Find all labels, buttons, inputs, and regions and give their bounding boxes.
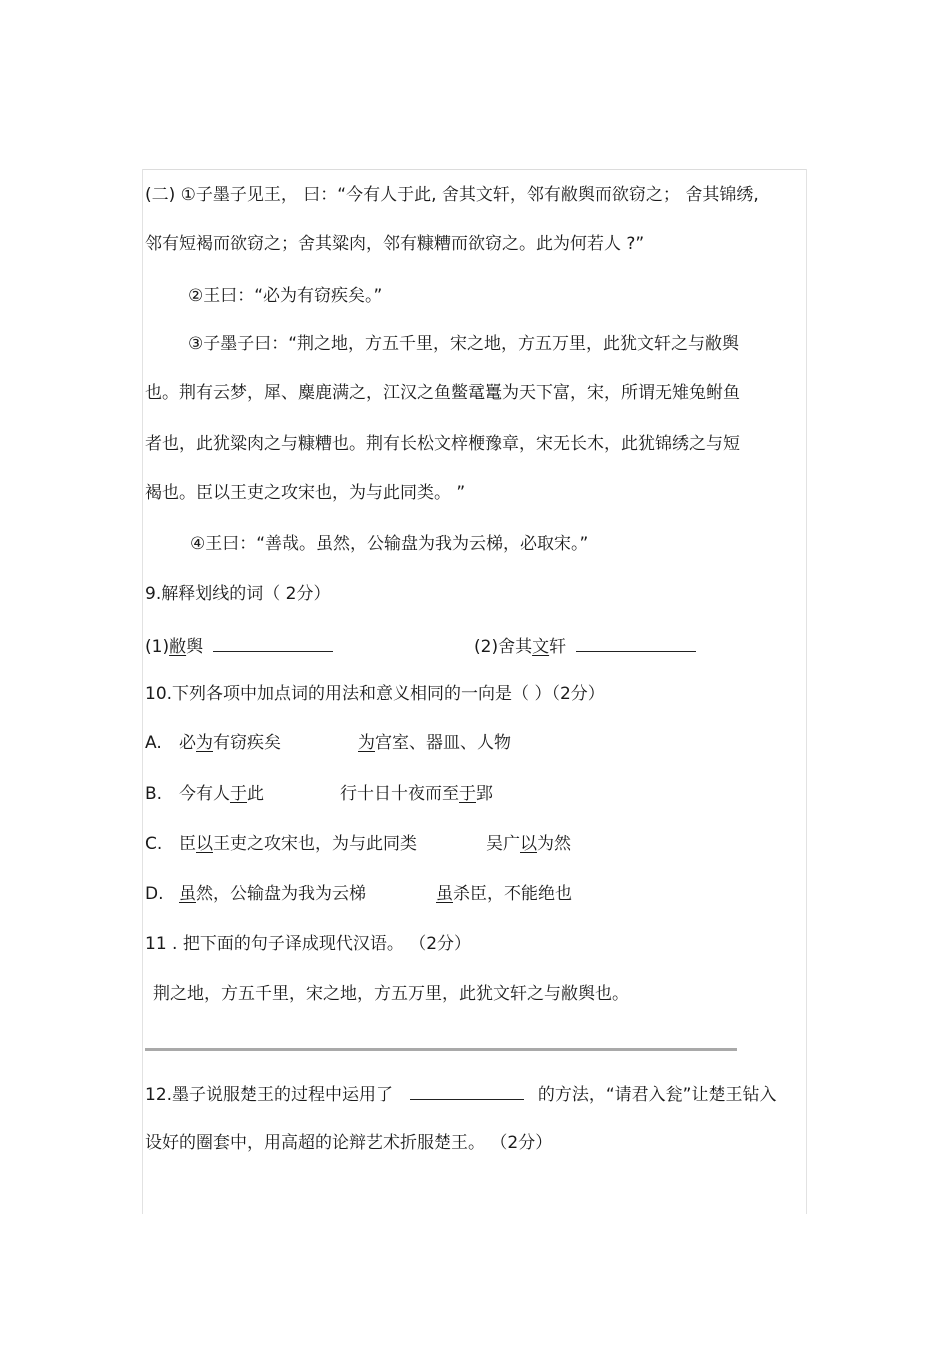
q12-line1-pre: 12.墨子说服楚王的过程中运用了	[145, 1085, 394, 1105]
q10-c-left-dotted-word: 以	[196, 834, 213, 854]
q9-item1-answer-blank[interactable]	[213, 633, 333, 652]
q12-line1-post: 的方法，“请君入瓮”让楚王钻入	[537, 1085, 777, 1105]
q10-c-right-dotted-word: 以	[520, 834, 537, 854]
q10-b-left-pre: 今有人	[179, 784, 230, 804]
q10-option-c-right	[486, 832, 571, 856]
q10-a-left-dotted-word: 为	[196, 733, 213, 753]
q10-c-left-post: 王吏之攻宋也，为与此同类	[213, 834, 417, 854]
q10-d-left-dotted-word: 虽	[179, 884, 196, 904]
q10-c-right-post: 为然	[537, 834, 571, 854]
q10-c-left-pre: 臣	[179, 834, 196, 854]
q10-b-right-dotted-word: 于	[459, 784, 476, 804]
q10-a-right-post: 宫室、器皿、人物	[375, 733, 511, 753]
q9-item2-answer-blank[interactable]	[576, 633, 696, 652]
q10-d-right-dotted-word: 虽	[436, 884, 453, 904]
q9-item2	[474, 633, 696, 659]
q12-answer-blank[interactable]	[410, 1081, 524, 1100]
q10-option-d-left	[179, 882, 366, 906]
q10-option-d-letter: D.	[145, 884, 164, 904]
q10-option-a-right	[358, 731, 511, 755]
q10-option-b-letter: B.	[145, 784, 163, 804]
q11-title: 11 . 把下面的句子译成现代汉语。 （2分）	[145, 934, 472, 954]
q10-option-c-letter: C.	[145, 834, 163, 854]
q10-d-left-post: 然，公输盘为我为云梯	[196, 884, 366, 904]
q9-item1	[145, 633, 333, 659]
q10-b-left-post: 此	[247, 784, 264, 804]
passage-p3-line1: ③子墨子曰：“荆之地，方五千里，宋之地，方五万里，此犹文轩之与敝舆	[188, 334, 740, 354]
passage-p2: ②王曰：“必为有窃疾矣。”	[188, 286, 383, 306]
frame-top-border	[142, 169, 807, 170]
q10-b-right-pre: 行十日十夜而至	[340, 784, 459, 804]
q11-sentence: 荆之地，方五千里，宋之地，方五万里，此犹文轩之与敝舆也。	[153, 984, 629, 1004]
q10-a-left-pre: 必	[179, 733, 196, 753]
passage-p4: ④王曰：“善哉。虽然，公输盘为我为云梯，必取宋。”	[190, 534, 589, 554]
q9-item1-rest: 舆	[186, 637, 204, 657]
q12-line2: 设好的圈套中，用高超的论辩艺术折服楚王。 （2分）	[145, 1133, 553, 1153]
q12-line1	[145, 1081, 776, 1107]
passage-p1-line1: (二) ①子墨子见王， 曰：“今有人于此, 舍其文轩，邻有敝舆而欲窃之； 舍其锦绣,	[145, 185, 759, 205]
passage-p3-line4: 褐也。臣以王吏之攻宋也，为与此同类。 ”	[145, 483, 466, 503]
q9-item2-underlined-word: 文	[532, 637, 550, 657]
q10-a-right-dotted-word: 为	[358, 733, 375, 753]
q10-d-right-post: 杀臣，不能绝也	[453, 884, 572, 904]
q11-answer-line[interactable]	[145, 1048, 737, 1051]
q9-item2-prefix: (2)舍其	[474, 637, 533, 657]
passage-p3-line3: 者也，此犹粱肉之与糠糟也。荆有长松文梓楩豫章，宋无长木，此犹锦绣之与短	[145, 434, 740, 454]
q10-option-c-left	[179, 832, 417, 856]
q9-item2-rest: 轩	[549, 637, 567, 657]
q10-b-right-post: 郢	[476, 784, 493, 804]
passage-p1-line2: 邻有短褐而欲窃之；舍其粱肉，邻有糠糟而欲窃之。此为何若人 ?”	[145, 234, 645, 254]
passage-p3-line2: 也。荆有云梦，犀、麋鹿满之，江汉之鱼鳖鼋鼍为天下富，宋，所谓无雉兔鲋鱼	[145, 383, 740, 403]
q10-option-d-right	[436, 882, 572, 906]
q9-item1-underlined-word: 敝	[169, 637, 187, 657]
q9-title: 9.解释划线的词（ 2分）	[145, 584, 331, 604]
q10-option-a-letter: A.	[145, 733, 162, 753]
q10-title: 10.下列各项中加点词的用法和意义相同的一向是（ ）（2分）	[145, 684, 605, 704]
q10-b-left-dotted-word: 于	[230, 784, 247, 804]
q10-option-b-left	[179, 782, 264, 806]
q10-option-b-right	[340, 782, 493, 806]
q10-a-left-post: 有窃疾矣	[213, 733, 281, 753]
q10-option-a-left	[179, 731, 281, 755]
frame-left-border	[142, 169, 143, 1214]
q9-item1-prefix: (1)	[145, 637, 170, 657]
frame-right-border	[806, 169, 807, 1214]
q10-c-right-pre: 吴广	[486, 834, 520, 854]
